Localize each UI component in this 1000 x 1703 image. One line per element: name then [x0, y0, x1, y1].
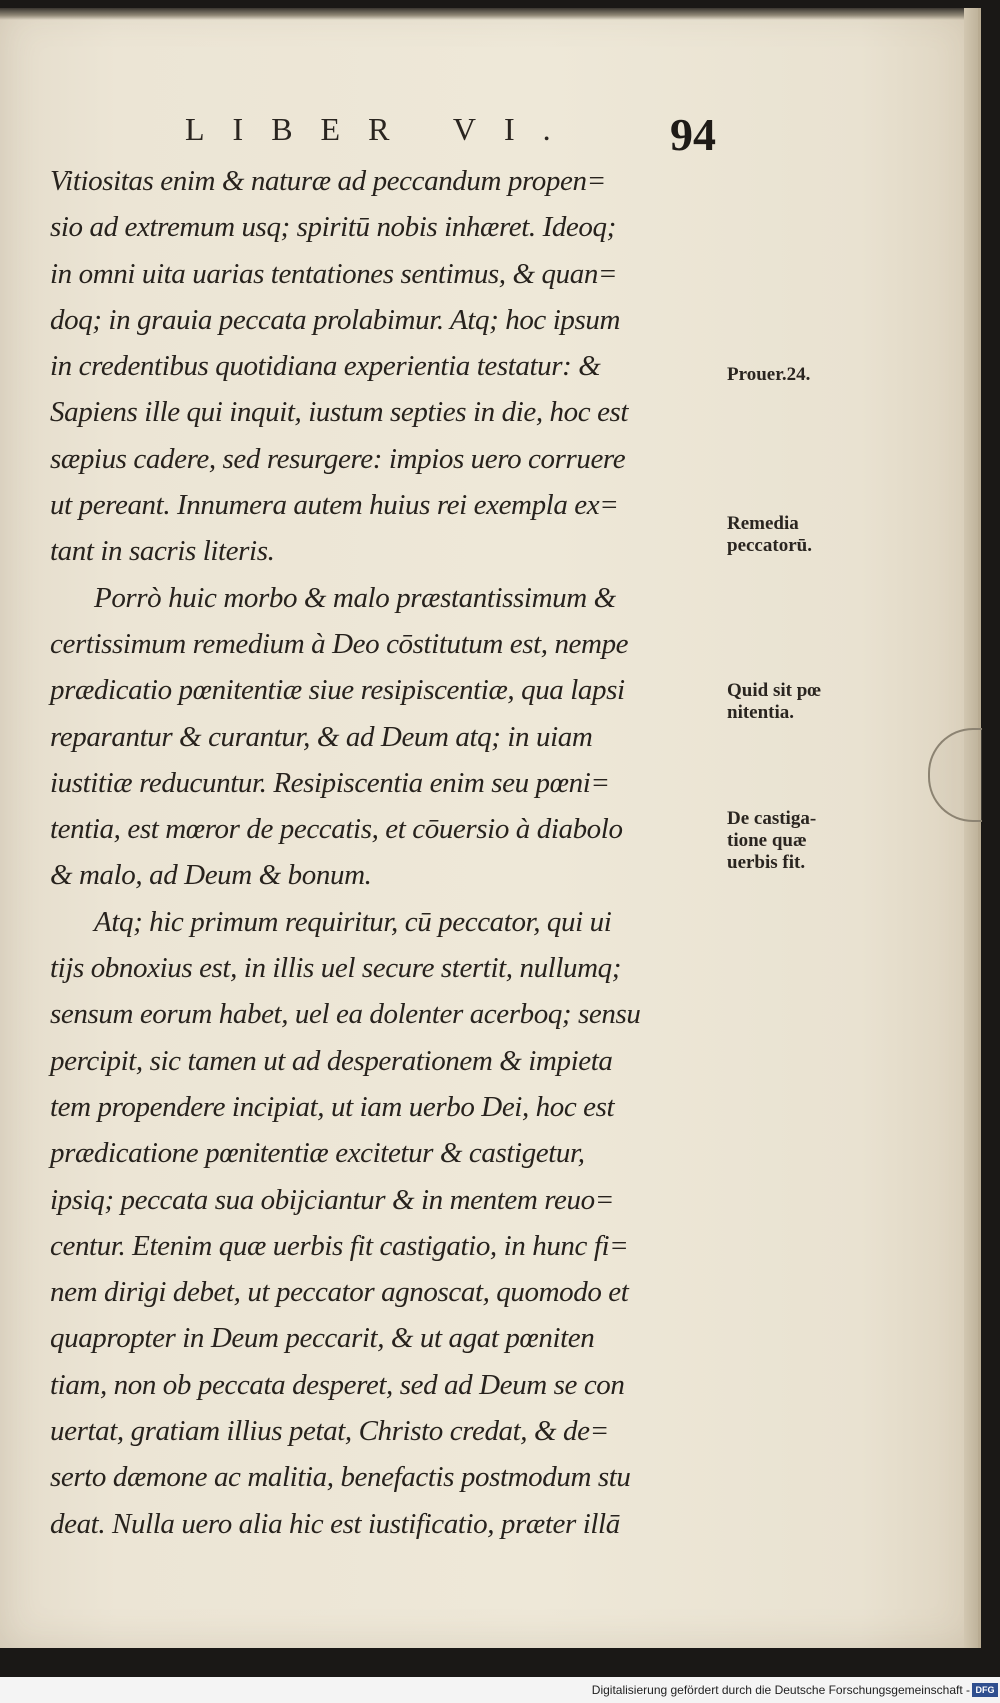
- margin-note-line: peccatorū.: [727, 535, 812, 556]
- text-line: Sapiens ille qui inquit, iustum septies in die, hoc est: [50, 396, 629, 429]
- margin-note-castigatione: [727, 808, 816, 874]
- dfg-logo-icon: DFG: [972, 1683, 998, 1697]
- text-line: tem propendere incipiat, ut iam uerbo Dei, hoc est: [50, 1090, 615, 1123]
- text-line: in credentibus quotidiana experientia testatur: &: [50, 350, 601, 383]
- text-line: tentia, est mœror de peccatis, et cōuersio à diabolo: [50, 813, 623, 846]
- margin-note-poenitentia: [727, 680, 821, 724]
- text-line: & malo, ad Deum & bonum.: [50, 859, 372, 892]
- margin-note-remedia: [727, 513, 812, 557]
- text-line: sio ad extremum usq; spiritū nobis inhæret. Ideoq;: [50, 211, 616, 244]
- text-line: prædicatione pœnitentiæ excitetur & castigetur,: [50, 1137, 585, 1170]
- page-clip-tab: [928, 728, 982, 822]
- text-line: nem dirigi debet, ut peccator agnoscat, quomodo et: [50, 1276, 629, 1309]
- text-line: Atq; hic primum requiritur, cū peccator, qui ui: [94, 905, 612, 938]
- margin-note-line: tione quæ: [727, 830, 807, 851]
- margin-note-line: uerbis fit.: [727, 852, 806, 873]
- text-line: tijs obnoxius est, in illis uel secure stertit, nullumq;: [50, 952, 621, 985]
- text-line: ipsiq; peccata sua obijciantur & in mentem reuo=: [50, 1183, 614, 1216]
- margin-note-line: De castiga-: [727, 808, 817, 829]
- text-line: ut pereant. Innumera autem huius rei exempla ex=: [50, 489, 619, 522]
- footer-credit: Digitalisierung gefördert durch die Deutsche Forschungsgemeinschaft -: [591, 1683, 970, 1697]
- margin-note-line: Prouer.24.: [727, 364, 811, 385]
- text-line: tiam, non ob peccata desperet, sed ad Deum se con: [50, 1368, 625, 1401]
- text-line: doq; in grauia peccata prolabimur. Atq; hoc ipsum: [50, 303, 621, 336]
- body-text: [50, 158, 730, 1547]
- text-line: in omni uita uarias tentationes sentimus, & quan=: [50, 257, 618, 290]
- text-line: sæpius cadere, sed resurgere: impios uero corruere: [50, 442, 626, 475]
- folio-number: 94: [670, 109, 716, 160]
- text-line: deat. Nulla uero alia hic est iustificatio, præter illā: [50, 1507, 620, 1540]
- text-line: sensum eorum habet, uel ea dolenter acerboq; sensu: [50, 998, 641, 1031]
- footer-bar: [0, 1677, 1000, 1703]
- text-line: centur. Etenim quæ uerbis fit castigatio, in hunc fi=: [50, 1229, 629, 1262]
- margin-note-line: Remedia: [727, 513, 799, 534]
- text-line: uertat, gratiam illius petat, Christo credat, & de=: [50, 1415, 609, 1448]
- margin-note-line: nitentia.: [727, 702, 795, 723]
- text-line: iustitiæ reducuntur. Resipiscentia enim seu pœni=: [50, 766, 610, 799]
- text-line: quapropter in Deum peccarit, & ut agat pœniten: [50, 1322, 595, 1355]
- margin-note-proverbs: [727, 364, 810, 386]
- text-line: prædicatio pœnitentiæ siue resipiscentiæ, qua lapsi: [50, 674, 625, 707]
- running-head: LIBER VI.: [185, 111, 579, 147]
- text-line: reparantur & curantur, & ad Deum atq; in uiam: [50, 720, 593, 753]
- text-line: certissimum remedium à Deo cōstitutum est, nempe: [50, 627, 629, 660]
- text-line: Porrò huic morbo & malo præstantissimum &: [94, 581, 616, 614]
- book-page: [0, 8, 981, 1648]
- page-top-edge: [0, 8, 978, 20]
- text-line: tant in sacris literis.: [50, 535, 275, 568]
- text-line: Vitiositas enim & naturæ ad peccandum propen=: [50, 165, 606, 197]
- text-line: percipit, sic tamen ut ad desperationem & impieta: [50, 1044, 613, 1077]
- text-line: serto dæmone ac malitia, benefactis postmodum stu: [50, 1461, 631, 1494]
- margin-note-line: Quid sit pœ: [727, 680, 821, 701]
- page-fore-edge: [964, 8, 978, 1648]
